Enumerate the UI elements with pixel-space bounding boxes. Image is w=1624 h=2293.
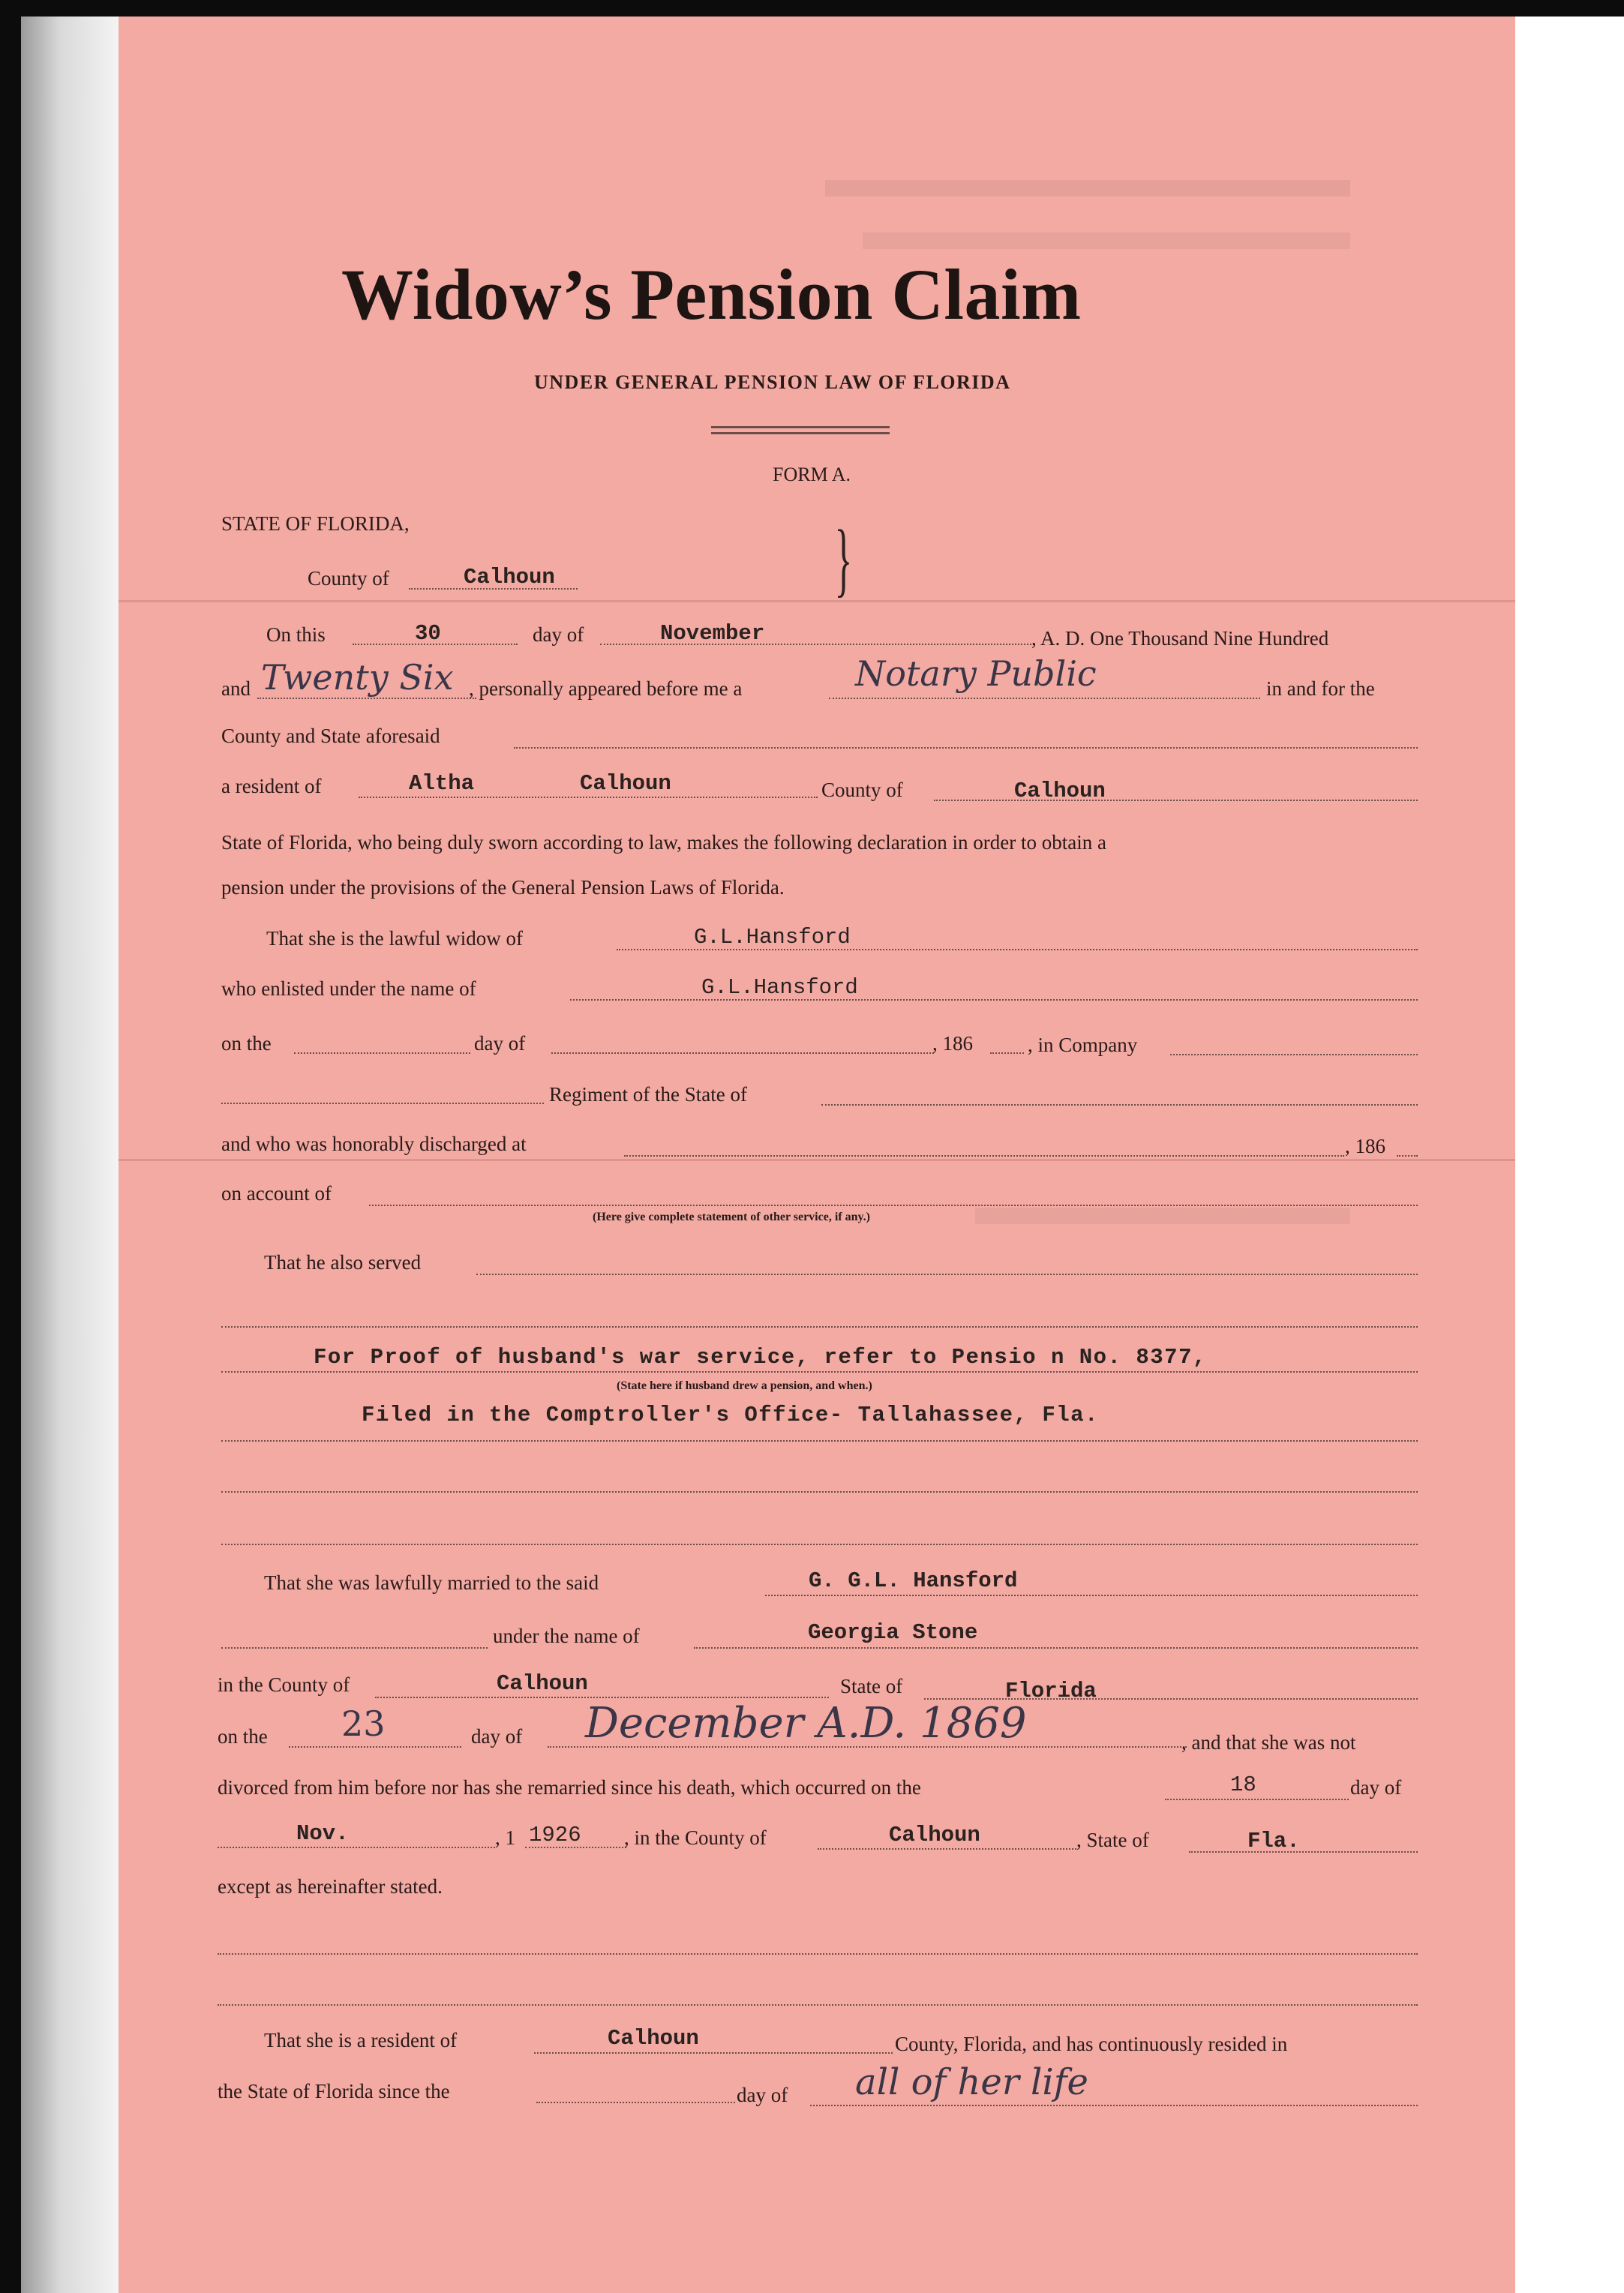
enlist-year-line xyxy=(990,1052,1024,1054)
personally-text: , personally appeared before me a xyxy=(469,677,743,700)
year-line xyxy=(257,698,476,699)
on-the-label-2: on the xyxy=(218,1725,268,1748)
bleed-through xyxy=(863,233,1350,249)
county-value: Calhoun xyxy=(464,565,555,590)
official-handwritten: Notary Public xyxy=(855,653,1097,694)
marriage-state: Florida xyxy=(1005,1679,1097,1703)
official-line xyxy=(829,698,1260,699)
account-line xyxy=(369,1205,1418,1206)
enlisted-name: G.L.Hansford xyxy=(701,975,858,1000)
scan-border-top xyxy=(0,0,1624,17)
death-year-prefix: , 1 xyxy=(495,1826,515,1849)
death-county: Calhoun xyxy=(889,1823,980,1847)
resident-county-line xyxy=(534,2052,893,2054)
resident-of-label: a resident of xyxy=(221,775,322,797)
marriage-day-line xyxy=(289,1746,461,1748)
since-text: the State of Florida since the xyxy=(218,2080,450,2102)
husband-name: G.L.Hansford xyxy=(694,925,851,950)
marriage-date: December A.D. 1869 xyxy=(585,1699,1027,1748)
county-label: County of xyxy=(308,567,389,590)
county2-line xyxy=(934,800,1418,801)
page-title: Widow’s Pension Claim xyxy=(341,254,1082,335)
resident-since-label: That she is a resident of xyxy=(264,2029,458,2051)
county-state-aforesaid: County and State aforesaid xyxy=(221,725,440,747)
regiment-state-line xyxy=(821,1104,1418,1106)
death-state-line xyxy=(1189,1851,1418,1853)
regiment-label: Regiment of the State of xyxy=(549,1083,747,1106)
state-of-label-2: , State of xyxy=(1076,1829,1149,1851)
under-name-label: under the name of xyxy=(493,1625,640,1647)
marriage-county: Calhoun xyxy=(497,1671,588,1696)
discharged-label: and who was honorably discharged at xyxy=(221,1133,527,1155)
year-handwritten: Twenty Six xyxy=(261,657,454,698)
month-value: November xyxy=(660,621,765,646)
title-rule xyxy=(711,432,890,434)
maiden-line xyxy=(694,1647,1418,1649)
blank-line xyxy=(218,2004,1418,2006)
divorced-text: divorced from him before nor has she remarried since his death, which occurred on the xyxy=(218,1776,921,1799)
widow-of-label: That she is the lawful widow of xyxy=(266,927,523,950)
death-year-line xyxy=(525,1847,626,1848)
except-text: except as hereinafter stated. xyxy=(218,1875,443,1898)
in-county-label: in the County of xyxy=(218,1673,350,1696)
since-day-line xyxy=(536,2102,735,2103)
day-of-label-3: day of xyxy=(471,1725,523,1748)
state-heading: STATE OF FLORIDA, xyxy=(221,512,410,535)
proof-underline xyxy=(221,1371,1418,1373)
aforesaid-line xyxy=(514,747,1418,749)
on-the-label: on the xyxy=(221,1032,272,1055)
brace: } xyxy=(834,513,853,605)
resident-line xyxy=(359,797,818,798)
and-label: and xyxy=(221,677,251,700)
bleed-through xyxy=(825,180,1350,197)
scan-border-left xyxy=(0,0,21,2293)
paper-fold xyxy=(119,600,1515,602)
resident-town: Altha xyxy=(409,771,475,796)
filed-underline xyxy=(221,1440,1418,1442)
married-label: That she was lawfully married to the said xyxy=(264,1571,599,1594)
death-month-line xyxy=(218,1847,495,1848)
in-county-label-2: , in the County of xyxy=(624,1826,767,1849)
day-of-label-4: day of xyxy=(1350,1776,1402,1799)
bleed-through xyxy=(975,1208,1350,1224)
resident-county-typed: Calhoun xyxy=(580,771,671,796)
company-line xyxy=(1170,1054,1418,1055)
title-rule xyxy=(711,426,890,428)
enlist-day-line xyxy=(294,1052,470,1054)
day-value: 30 xyxy=(415,621,441,646)
on-this-label: On this xyxy=(266,623,326,646)
blank-line xyxy=(221,1544,1418,1545)
enlisted-line xyxy=(570,999,1418,1001)
maiden-name: Georgia Stone xyxy=(808,1620,978,1645)
discharged-line xyxy=(624,1155,1344,1157)
day-of-label-5: day of xyxy=(737,2084,788,2106)
on-account-label: on account of xyxy=(221,1182,332,1205)
not-text: , and that she was not xyxy=(1181,1731,1356,1754)
blank-line xyxy=(218,1953,1418,1955)
enlisted-label: who enlisted under the name of xyxy=(221,977,476,1000)
also-served-label: That he also served xyxy=(264,1251,422,1274)
declaration-line-1: State of Florida, who being duly sworn according to law, makes the following declaration in order to obtain a xyxy=(221,831,1106,854)
proof-line: For Proof of husband's war service, refer to Pensio n No. 8377, xyxy=(314,1345,1207,1370)
year-186: , 186 xyxy=(932,1032,973,1055)
scan-background-strip xyxy=(21,17,119,2293)
form-label: FORM A. xyxy=(773,464,851,485)
blank-line xyxy=(221,1326,1418,1328)
married-line xyxy=(765,1595,1418,1596)
married-husband: G. G.L. Hansford xyxy=(809,1568,1018,1593)
death-county-line xyxy=(818,1848,1076,1850)
county2-value: Calhoun xyxy=(1014,779,1106,803)
county-of-label: County of xyxy=(821,779,903,801)
resident-county: Calhoun xyxy=(608,2026,699,2051)
day-of-label-2: day of xyxy=(474,1032,526,1055)
death-state: Fla. xyxy=(1247,1829,1300,1853)
discharged-186: , 186 xyxy=(1345,1135,1385,1157)
under-name-lead-line xyxy=(221,1647,488,1649)
paper-fold xyxy=(119,1159,1515,1161)
regiment-line xyxy=(221,1103,544,1104)
blank-line xyxy=(221,1491,1418,1493)
day-of-label: day of xyxy=(533,623,584,646)
enlist-month-line xyxy=(551,1052,934,1054)
subtitle: UNDER GENERAL PENSION LAW OF FLORIDA xyxy=(534,371,1011,393)
also-served-line xyxy=(476,1274,1418,1275)
in-company-label: , in Company xyxy=(1028,1034,1138,1056)
death-month: Nov. xyxy=(296,1821,349,1846)
since-line xyxy=(810,2105,1418,2106)
other-service-note: (Here give complete statement of other service, if any.) xyxy=(593,1211,870,1223)
declaration-line-2: pension under the provisions of the General Pension Laws of Florida. xyxy=(221,876,785,899)
resident-cont-text: County, Florida, and has continuously resided in xyxy=(895,2033,1288,2055)
ad-text: , A. D. One Thousand Nine Hundred xyxy=(1031,627,1329,650)
in-and-for-text: in and for the xyxy=(1266,677,1375,700)
since-handwritten: all of her life xyxy=(855,2061,1088,2103)
marriage-county-line xyxy=(375,1697,829,1698)
death-year: 1926 xyxy=(529,1823,581,1847)
state-of-label: State of xyxy=(840,1675,903,1697)
death-day: 18 xyxy=(1230,1772,1256,1797)
discharged-year-line xyxy=(1397,1155,1418,1157)
marriage-day: 23 xyxy=(341,1703,386,1744)
filed-line: Filed in the Comptroller's Office- Tallahassee, Fla. xyxy=(362,1403,1099,1427)
death-day-line xyxy=(1165,1799,1349,1800)
pension-note: (State here if husband drew a pension, and when.) xyxy=(617,1379,872,1392)
